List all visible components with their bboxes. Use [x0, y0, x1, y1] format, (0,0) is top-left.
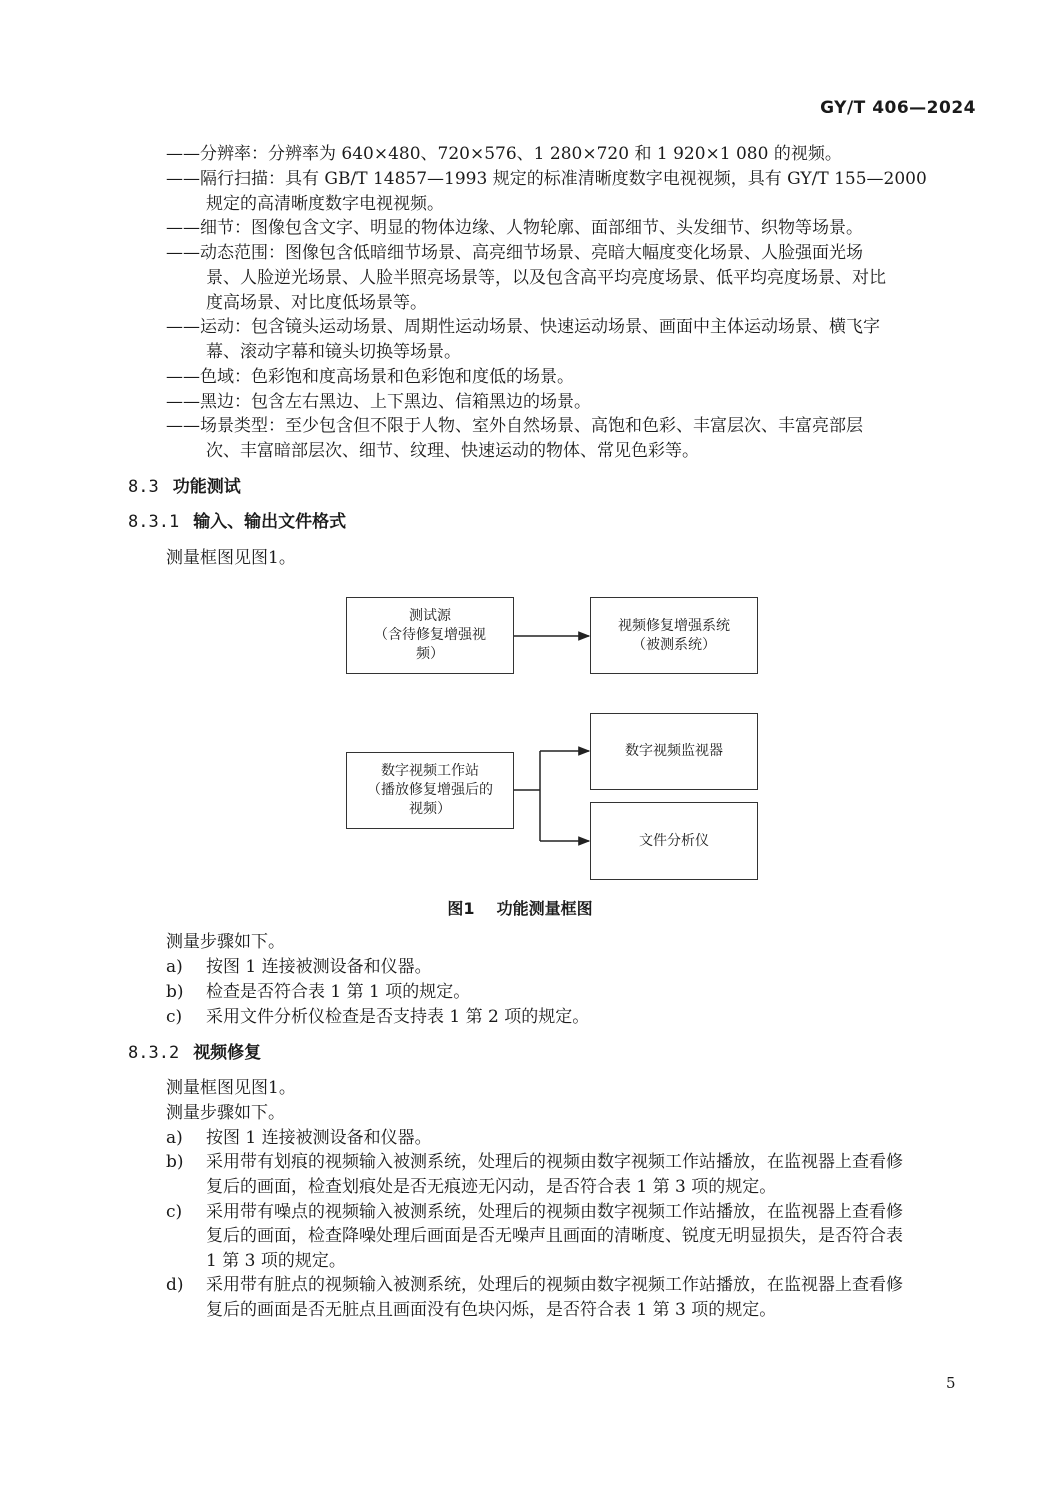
- step-tag: d): [166, 1275, 184, 1295]
- analyzer-box: 文件分析仪: [590, 802, 758, 880]
- section-title: 视频修复: [193, 1043, 262, 1063]
- step-tag: a): [166, 1128, 183, 1148]
- step-tag: a): [166, 957, 183, 977]
- diagram-reference: 测量框图见图1。: [166, 548, 296, 568]
- list-item: ——场景类型：至少包含但不限于人物、室外自然场景、高饱和色彩、丰富层次、丰富亮部层: [166, 416, 863, 436]
- diagram-reference: 测量框图见图1。: [166, 1078, 296, 1098]
- list-item-continuation: 度高场景、对比度低场景等。: [206, 293, 427, 313]
- section-title: 功能测试: [172, 477, 241, 497]
- list-item: ——运动：包含镜头运动场景、周期性运动场景、快速运动场景、画面中主体运动场景、横飞字: [166, 317, 880, 337]
- step-text-continuation: 复后的画面，检查划痕处是否无痕迹无闪动，是否符合表 1 第 3 项的规定。: [206, 1177, 777, 1197]
- list-item: ——隔行扫描：具有 GB/T 14857—1993 规定的标准清晰度数字电视视频，具有 GY/T 155—2000: [166, 169, 927, 189]
- step-tag: b): [166, 982, 184, 1002]
- section-number: 8.3: [128, 477, 159, 497]
- list-item-continuation: 次、丰富暗部层次、细节、纹理、快速运动的物体、常见色彩等。: [206, 441, 699, 461]
- step-text: 按图 1 连接被测设备和仪器。: [206, 957, 432, 977]
- step-text-continuation: 复后的画面是否无脏点且画面没有色块闪烁，是否符合表 1 第 3 项的规定。: [206, 1300, 777, 1320]
- list-item-continuation: 幕、滚动字幕和镜头切换等场景。: [206, 342, 461, 362]
- list-item: ——黑边：包含左右黑边、上下黑边、信箱黑边的场景。: [166, 392, 591, 412]
- step-text: 采用带有噪点的视频输入被测系统，处理后的视频由数字视频工作站播放，在监视器上查看修: [206, 1202, 903, 1222]
- step-text: 按图 1 连接被测设备和仪器。: [206, 1128, 432, 1148]
- list-item: ——细节：图像包含文字、明显的物体边缘、人物轮廓、面部细节、头发细节、织物等场景。: [166, 218, 863, 238]
- steps-intro: 测量步骤如下。: [166, 1103, 285, 1123]
- monitor-box: 数字视频监视器: [590, 713, 758, 790]
- step-text: 采用带有脏点的视频输入被测系统，处理后的视频由数字视频工作站播放，在监视器上查看修: [206, 1275, 903, 1295]
- step-tag: b): [166, 1152, 184, 1172]
- section-title: 输入、输出文件格式: [193, 512, 347, 532]
- section-number: 8.3.1: [128, 512, 180, 532]
- system-under-test-box: 视频修复增强系统 （被测系统）: [590, 597, 758, 674]
- step-tag: c): [166, 1202, 183, 1222]
- step-text: 采用文件分析仪检查是否支持表 1 第 2 项的规定。: [206, 1007, 590, 1027]
- steps-intro: 测量步骤如下。: [166, 932, 285, 952]
- step-text: 检查是否符合表 1 第 1 项的规定。: [206, 982, 471, 1002]
- workstation-box: 数字视频工作站 （播放修复增强后的 视频）: [346, 752, 514, 829]
- page-number: 5: [946, 1374, 956, 1392]
- standard-number: GY/T 406—2024: [820, 98, 976, 118]
- list-item-continuation: 规定的高清晰度数字电视视频。: [206, 194, 444, 214]
- step-text-continuation: 1 第 3 项的规定。: [206, 1251, 346, 1271]
- section-number: 8.3.2: [128, 1043, 180, 1063]
- test-source-box: 测试源 （含待修复增强视 频）: [346, 597, 514, 674]
- list-item-continuation: 景、人脸逆光场景、人脸半照亮场景等，以及包含高平均亮度场景、低平均亮度场景、对比: [206, 268, 886, 288]
- figure-caption: 图1 功能测量框图: [447, 899, 593, 918]
- step-text: 采用带有划痕的视频输入被测系统，处理后的视频由数字视频工作站播放，在监视器上查看修: [206, 1152, 903, 1172]
- step-tag: c): [166, 1007, 183, 1027]
- list-item: ——动态范围：图像包含低暗细节场景、高亮细节场景、亮暗大幅度变化场景、人脸强面光场: [166, 243, 863, 263]
- list-item: ——色域：色彩饱和度高场景和色彩饱和度低的场景。: [166, 367, 574, 387]
- step-text-continuation: 复后的画面，检查降噪处理后画面是否无噪声且画面的清晰度、锐度无明显损失，是否符合表: [206, 1226, 903, 1246]
- section-heading-8-3-2: [128, 1041, 261, 1066]
- list-item: ——分辨率：分辨率为 640×480、720×576、1 280×720 和 1 920×1 080 的视频。: [166, 144, 842, 164]
